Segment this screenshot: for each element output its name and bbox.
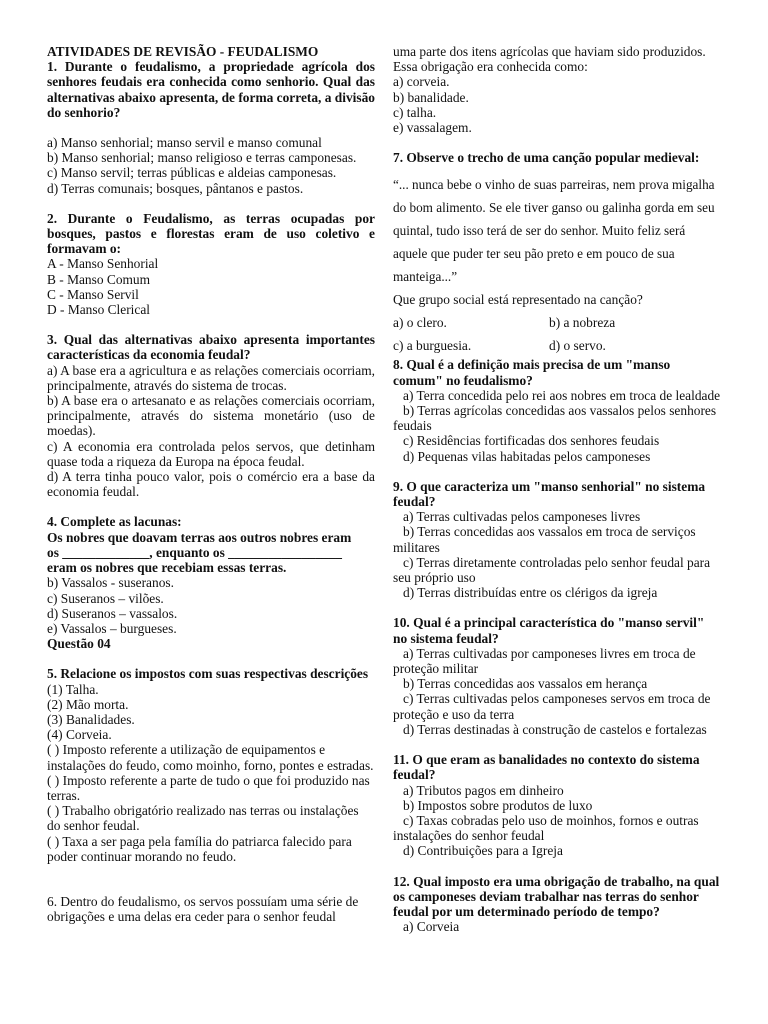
option: d) Terras destinadas à construção de castelos e fortalezas — [403, 721, 707, 737]
option-row — [393, 334, 721, 357]
song-excerpt: “... nunca bebe o vinho de suas parreiras, nem prova migalha do bom alimento. Se ele tiver ganso ou galinha gorda em seu quintal, tudo isso terá de ser do senhor. Muito feliz será aquele que puder ter seu pão preto e em pouco de sua manteiga...” — [393, 177, 715, 285]
option: b) Vassalos - suseranos. — [47, 575, 174, 591]
option: b) Terras agrícolas concedidas aos vassalos pelos senhores feudais — [393, 403, 717, 434]
list-item: (3) Banalidades. — [47, 711, 135, 727]
question-stem: 2. Durante o Feudalismo, as terras ocupadas por bosques, pastos e florestas eram de uso coletivo e formavam o: — [47, 210, 375, 257]
question-4 — [47, 514, 375, 651]
option: d) Terras comunais; bosques, pântanos e pastos. — [47, 180, 304, 196]
question-stem: 7. Observe o trecho de uma canção popular medieval: — [393, 150, 700, 166]
question-stem: os _____________, enquanto os _________________ — [47, 544, 342, 560]
blank-item: ( ) Trabalho obrigatório realizado nas terras ou instalações do senhor feudal. — [47, 803, 359, 834]
option: a) corveia. — [393, 74, 450, 90]
question-stem: 5. Relacione os impostos com suas respectivas descrições — [47, 666, 369, 682]
question-prompt: Que grupo social está representado na canção? — [393, 292, 643, 308]
option: c) Manso servil; terras públicas e aldeias camponesas. — [47, 165, 337, 181]
option: a) Terras cultivadas por camponeses livres em troca de proteção militar — [393, 645, 696, 677]
option: a) Manso senhorial; manso servil e manso comunal — [47, 135, 322, 151]
question-stem: 12. Qual imposto era uma obrigação de trabalho, na qual os camponeses deviam trabalhar nas terras do senhor feudal por um determinado período de tempo? — [393, 873, 720, 919]
option-row — [393, 311, 721, 334]
question-12 — [393, 874, 721, 935]
option: a) Corveia — [403, 919, 460, 935]
option: d) Suseranos – vassalos. — [47, 605, 178, 621]
question-7 — [393, 150, 721, 357]
question-5 — [47, 666, 375, 864]
option: c) A economia era controlada pelos servos, que detinham quase toda a riqueza da Europa na época feudal. — [47, 438, 375, 469]
option: d) A terra tinha pouco valor, pois o comércio era a base da economia feudal. — [47, 469, 375, 500]
option: d) Contribuições para a Igreja — [403, 843, 563, 859]
option: c) Terras cultivadas pelos camponeses servos em troca de proteção e uso da terra — [393, 691, 711, 722]
question-10 — [393, 615, 721, 737]
option: b) Terras concedidas aos vassalos em troca de serviços militares — [393, 524, 696, 555]
list-item: (2) Mão morta. — [47, 696, 129, 712]
left-column — [47, 44, 375, 924]
right-column — [393, 44, 721, 934]
option: D - Manso Clerical — [47, 302, 151, 318]
question-stem: Os nobres que doavam terras aos outros nobres eram — [47, 529, 352, 545]
question-6-end — [393, 44, 721, 135]
option: b) banalidade. — [393, 89, 469, 105]
option: A - Manso Senhorial — [47, 256, 159, 272]
option: d) Pequenas vilas habitadas pelos camponeses — [403, 448, 651, 464]
option: b) Impostos sobre produtos de luxo — [403, 797, 593, 813]
blank-item: ( ) Imposto referente a parte de tudo o que foi produzido nas terras. — [47, 772, 370, 803]
question-stem: 11. O que eram as banalidades no contexto do sistema feudal? — [393, 752, 700, 783]
question-8 — [393, 357, 721, 463]
option: b) a nobreza — [549, 315, 616, 331]
question-9 — [393, 479, 721, 601]
option: a) Terras cultivadas pelos camponeses livres — [403, 509, 641, 525]
question-stem: 4. Complete as lacunas: — [47, 514, 182, 530]
question-stem: 3. Qual das alternativas abaixo apresenta importantes características da economia feudal? — [47, 332, 375, 363]
option: c) talha. — [393, 104, 437, 120]
question-1 — [47, 59, 375, 196]
option: b) Terras concedidas aos vassalos em herança — [403, 676, 648, 692]
option: c) Taxas cobradas pelo uso de moinhos, fornos e outras instalações do senhor feudal — [393, 812, 699, 844]
question-stem: uma parte dos itens agrícolas que haviam sido produzidos. Essa obrigação era conhecida como: — [393, 44, 706, 75]
option: a) A base era a agricultura e as relações comerciais ocorriam, principalmente, através do sistema de trocas. — [47, 362, 375, 393]
question-stem: 6. Dentro do feudalismo, os servos possuíam uma série de obrigações e uma delas era ceder para o senhor feudal — [47, 893, 359, 925]
option: c) a burguesia. — [393, 338, 472, 354]
question-stem: eram os nobres que recebiam essas terras. — [47, 560, 287, 576]
question-6-start — [47, 894, 375, 924]
option: c) Suseranos – vilões. — [47, 590, 164, 606]
list-item: (4) Corveia. — [47, 727, 112, 743]
question-2 — [47, 211, 375, 317]
blank-item: ( ) Imposto referente a utilização de equipamentos e instalações do feudo, como moinho, forno, pontes e estradas. — [47, 742, 374, 773]
blank-item: ( ) Taxa a ser paga pela família do patriarca falecido para poder continuar morando no feudo. — [47, 833, 352, 864]
option: B - Manso Comum — [47, 271, 151, 287]
option: e) vassalagem. — [393, 120, 472, 136]
option: b) Manso senhorial; manso religioso e terras camponesas. — [47, 150, 357, 166]
option: a) o clero. — [393, 315, 447, 331]
option: c) Residências fortificadas dos senhores feudais — [403, 433, 660, 449]
option: b) A base era o artesanato e as relações comerciais ocorriam, principalmente, através do sistema monetário (uso de moedas). — [47, 393, 375, 439]
question-3 — [47, 332, 375, 499]
list-item: (1) Talha. — [47, 681, 99, 697]
page-title: ATIVIDADES DE REVISÃO - FEUDALISMO — [47, 44, 319, 59]
option: a) Terra concedida pelo rei aos nobres em troca de lealdade — [403, 387, 721, 403]
option: e) Vassalos – burgueses. — [47, 620, 177, 636]
question-stem: 1. Durante o feudalismo, a propriedade agrícola dos senhores feudais era conhecida como senhorio. Qual das alternativas abaixo apresenta, de forma correta, a divisão do senhorio? — [47, 59, 375, 120]
option: d) o servo. — [549, 338, 606, 354]
option: C - Manso Servil — [47, 286, 139, 302]
option: a) Tributos pagos em dinheiro — [403, 782, 564, 798]
question-stem: 8. Qual é a definição mais precisa de um "manso comum" no feudalismo? — [393, 357, 671, 388]
question-11 — [393, 752, 721, 858]
question-footer: Questão 04 — [47, 636, 111, 652]
question-stem: 9. O que caracteriza um "manso senhorial" no sistema feudal? — [393, 478, 706, 510]
option: c) Terras diretamente controladas pelo senhor feudal para seu próprio uso — [393, 554, 711, 586]
option: d) Terras distribuídas entre os clérigos da igreja — [403, 585, 658, 601]
question-stem: 10. Qual é a principal característica do "manso servil" no sistema feudal? — [393, 615, 705, 646]
